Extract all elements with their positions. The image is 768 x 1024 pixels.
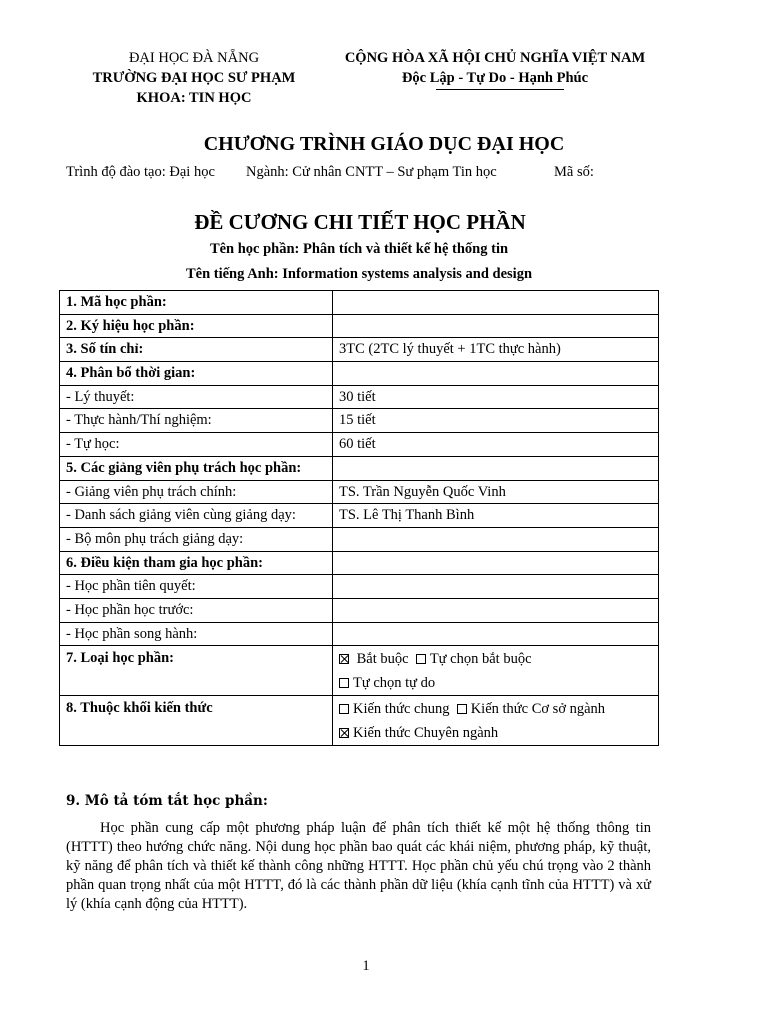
row-value <box>333 291 659 315</box>
row-value <box>333 622 659 646</box>
course-type-options <box>333 646 659 696</box>
row-label: - Bộ môn phụ trách giảng dạy: <box>60 527 333 551</box>
section-9-title: 9. Mô tả tóm tắt học phần: <box>66 793 268 809</box>
section-9-body: Học phần cung cấp một phương pháp luận để phân tích thiết kế một hệ thống thông tin (HTTT) theo hướng chức năng. Nội dung học phần bao quát các khái niệm, phương pháp, kỹ thuật, kỹ năng để phân tích và thiết kế thành công những HTTT. Học phần chủ yếu chú trọng vào 2 thành phần quan trọng nhất của một HTTT, đó là các thành phần dữ liệu (khía cạnh tĩnh của HTTT) và xử lý (khía cạnh động của HTTT). <box>66 820 651 912</box>
course-name: Tên học phần: Phân tích và thiết kế hệ thống tin <box>209 241 509 257</box>
row-value: 30 tiết <box>333 385 659 409</box>
course-info-table <box>59 290 659 746</box>
row-value <box>333 456 659 480</box>
program-title: CHƯƠNG TRÌNH GIÁO DỤC ĐẠI HỌC <box>203 133 565 155</box>
national-motto: Độc Lập - Tự Do - Hạnh Phúc <box>401 70 589 86</box>
table-row <box>60 338 659 362</box>
republic-name: CỘNG HÒA XÃ HỘI CHỦ NGHĨA VIỆT NAM <box>344 50 646 66</box>
table-row <box>60 480 659 504</box>
row-label: 3. Số tín chỉ: <box>60 338 333 362</box>
option-general-knowledge-label: Kiến thức chung <box>353 701 450 718</box>
row-value: 60 tiết <box>333 433 659 457</box>
page-number: 1 <box>362 958 370 974</box>
checkbox-general-knowledge[interactable] <box>339 704 349 714</box>
table-row <box>60 504 659 528</box>
row-label: 7. Loại học phần: <box>60 646 333 696</box>
row-value: 3TC (2TC lý thuyết + 1TC thực hành) <box>333 338 659 362</box>
course-type-row <box>60 646 659 696</box>
table-row <box>60 622 659 646</box>
row-value: 15 tiết <box>333 409 659 433</box>
major-name: Ngành: Cử nhân CNTT – Sư phạm Tin học <box>246 164 497 180</box>
table-row <box>60 433 659 457</box>
school-name: TRƯỜNG ĐẠI HỌC SƯ PHẠM <box>92 70 296 86</box>
table-row <box>60 575 659 599</box>
training-level: Trình độ đào tạo: Đại học <box>66 164 215 180</box>
row-value <box>333 362 659 386</box>
checkbox-required[interactable] <box>339 654 349 664</box>
row-value <box>333 314 659 338</box>
row-value <box>333 551 659 575</box>
row-value: TS. Lê Thị Thanh Bình <box>333 504 659 528</box>
table-row <box>60 314 659 338</box>
program-code: Mã số: <box>554 164 594 180</box>
table-row <box>60 551 659 575</box>
row-label: 1. Mã học phần: <box>60 291 333 315</box>
document-title: ĐỀ CƯƠNG CHI TIẾT HỌC PHẦN <box>194 210 526 234</box>
institution-header <box>60 48 328 108</box>
row-label: - Tự học: <box>60 433 333 457</box>
table-row <box>60 456 659 480</box>
row-label: 4. Phân bổ thời gian: <box>60 362 333 386</box>
checkbox-foundation-knowledge[interactable] <box>457 704 467 714</box>
row-label: 8. Thuộc khối kiến thức <box>60 696 333 746</box>
row-label: 5. Các giảng viên phụ trách học phần: <box>60 456 333 480</box>
table-row <box>60 598 659 622</box>
row-value <box>333 598 659 622</box>
checkbox-specialized-knowledge[interactable] <box>339 728 349 738</box>
checkbox-free-elective[interactable] <box>339 678 349 688</box>
row-label: - Danh sách giảng viên cùng giảng dạy: <box>60 504 333 528</box>
knowledge-block-row <box>60 696 659 746</box>
row-value <box>333 527 659 551</box>
row-label: - Giảng viên phụ trách chính: <box>60 480 333 504</box>
university-name: ĐẠI HỌC ĐÀ NẴNG <box>128 50 260 66</box>
national-header <box>326 48 664 88</box>
motto-underline <box>436 89 564 90</box>
course-name-english: Tên tiếng Anh: Information systems analysis and design <box>185 266 533 282</box>
knowledge-block-options <box>333 696 659 746</box>
row-label: 2. Ký hiệu học phần: <box>60 314 333 338</box>
faculty-name: KHOA: TIN HỌC <box>136 90 252 106</box>
option-specialized-knowledge-label: Kiến thức Chuyên ngành <box>353 725 499 742</box>
table-row <box>60 385 659 409</box>
option-required-label: Bắt buộc <box>353 651 409 668</box>
row-label: - Thực hành/Thí nghiệm: <box>60 409 333 433</box>
row-label: 6. Điều kiện tham gia học phần: <box>60 551 333 575</box>
row-label: - Học phần học trước: <box>60 598 333 622</box>
row-label: - Lý thuyết: <box>60 385 333 409</box>
checkbox-elective-required[interactable] <box>416 654 426 664</box>
row-value: TS. Trần Nguyễn Quốc Vinh <box>333 480 659 504</box>
table-row <box>60 527 659 551</box>
table-row <box>60 291 659 315</box>
table-row <box>60 362 659 386</box>
option-foundation-knowledge-label: Kiến thức Cơ sở ngành <box>470 701 606 718</box>
row-label: - Học phần song hành: <box>60 622 333 646</box>
row-value <box>333 575 659 599</box>
option-elective-required-label: Tự chọn bắt buộc <box>429 651 532 668</box>
table-row <box>60 409 659 433</box>
option-free-elective-label: Tự chọn tự do <box>353 675 436 692</box>
row-label: - Học phần tiên quyết: <box>60 575 333 599</box>
